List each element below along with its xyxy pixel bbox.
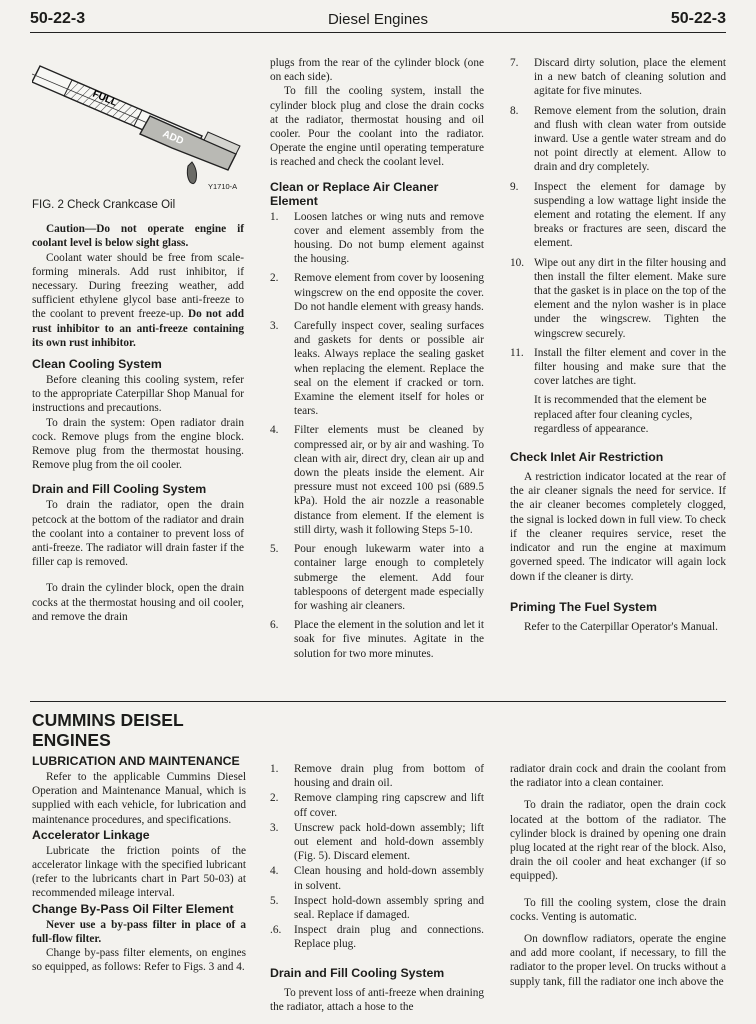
heading-lubrication: LUBRICATION AND MAINTENANCE <box>32 754 240 768</box>
list-item <box>270 923 484 951</box>
step-text: Remove element from cover by loosening wingscrew on the end opposite the cover. Do not handle element with greasy hands. <box>294 272 484 313</box>
step-text: Remove element from the solution, drain and flush with clean water from outside inward. Use a gentle water stream and do not point directly at element. Allow to drain and dry completely. <box>534 104 726 174</box>
fill-paragraph: To fill the cooling system, install the cylinder block plug and close the drain cocks at the radiator, thermostat housing and oil cooler. Pour the coolant into the radiator. Operate the engine until operating temperature is reached and check the coolant level. <box>270 85 484 169</box>
page-header <box>30 8 726 30</box>
list-item <box>270 319 484 418</box>
list-item <box>510 104 726 175</box>
step-number: 2. <box>270 792 279 805</box>
priming-paragraph: Refer to the Caterpillar Operator's Manual. <box>524 620 719 633</box>
step-number: 10. <box>510 256 525 269</box>
drain-cummins-paragraph: To prevent loss of anti-freeze when draining the radiator, attach a hose to the <box>270 986 484 1013</box>
figure-caption: FIG. 2 Check Crankcase Oil <box>32 199 176 211</box>
step-text: Loosen latches or wing nuts and remove cover and element assembly from the housing. Do not bump element against the housing. <box>294 210 484 266</box>
step-text: Inspect the element for damage by suspending a low wattage light inside the element and rotating the element. If any breaks or fractures are seen, discard the element. <box>534 180 726 250</box>
step-text: Remove drain plug from bottom of housing and drain oil. <box>294 763 484 790</box>
step-number: 1. <box>270 210 279 223</box>
step-number: 2. <box>270 272 279 285</box>
downflow-paragraph: On downflow radiators, operate the engine and add more coolant, if necessary, to fill the radiator to the proper level. On trucks without a supply tank, fill the radiator one inch above the <box>510 933 726 988</box>
step-number: 5. <box>270 543 279 556</box>
list-item <box>270 864 484 892</box>
column-2 <box>270 56 484 666</box>
step-number: 5. <box>270 894 279 907</box>
inlet-paragraph: A restriction indicator located at the rear of the air cleaner signals the need for service. If the air cleaner becomes completely clogged, the signal is locked down in full view. To check if the cleaner requires service, reset the indicator and run the engine at maximum governed speed. The indicator will again lock down if the cleaner is dirty. <box>510 471 726 583</box>
list-item <box>270 791 484 819</box>
step-text: Pour enough lukewarm water into a container large enough to completely submerge the element. Add four tablespoons of detergent made especially for washing air cleaners. <box>294 543 484 612</box>
list-item <box>510 180 726 251</box>
bypass-paragraph: Change by-pass filter elements, on engines so equipped, as follows: Refer to Figs. 3 and 4. <box>32 947 246 974</box>
step-number: 8. <box>510 104 519 117</box>
section-rule <box>30 701 726 702</box>
radiator-drain-paragraph: To drain the radiator, open the drain cock located at the bottom of the radiator. The cylinder block is drained by opening one drain plug located at the right rear of the block. Also, drain the oil cooler and heat exchanger (if so equipped). <box>510 799 726 883</box>
drain-paragraph-1: To drain the radiator, open the drain petcock at the bottom of the radiator and drain the coolant into a container to prevent loss of anti-freeze. The radiator will drain faster if the filler cap is removed. <box>32 499 244 569</box>
step-number: 6. <box>270 619 279 632</box>
clean-paragraph-1: Before cleaning this cooling system, refer to the appropriate Caterpillar Shop Manual for instructions and precautions. <box>32 374 244 415</box>
step-number: 7. <box>510 57 519 69</box>
step-text: Wipe out any dirt in the filter housing and then install the filter element. Make sure that the gasket is in place on the top of the element and the nylon washer is in place under the wingscrew. Tighten the wingscrew securely. <box>534 256 726 340</box>
air-cleaner-steps-continued <box>510 56 726 388</box>
bottom-column-2 <box>270 762 484 1014</box>
step-text: Inspect drain plug and connections. Replace plug. <box>294 924 484 951</box>
section-title: CUMMINS DEISEL ENGINES <box>32 710 184 750</box>
list-item <box>510 346 726 389</box>
step-number: 11. <box>510 346 524 359</box>
bypass-warning: Never use a by-pass filter in place of a full-flow filter. <box>32 918 246 945</box>
page-title: Diesel Engines <box>327 10 429 28</box>
replacement-note: It is recommended that the element be replaced after four cleaning cycles, regardless of appearance. <box>534 394 707 435</box>
list-item <box>510 56 726 99</box>
full-mark-label: FULL <box>90 88 119 109</box>
bypass-filter-steps <box>270 762 484 952</box>
step-number: 4. <box>270 865 279 878</box>
fill-system-paragraph: To fill the cooling system, close the drain cocks. Venting is automatic. <box>510 896 726 923</box>
heading-inlet-air: Check Inlet Air Restriction <box>510 450 664 465</box>
page-number-right: 50-22-3 <box>670 10 726 27</box>
heading-air-cleaner: Clean or Replace Air Cleaner Element <box>270 179 439 208</box>
list-item <box>270 618 484 661</box>
column-3 <box>510 56 726 634</box>
bottom-column-3 <box>510 762 726 989</box>
step-text: Unscrew pack hold-down assembly; lift out element and hold-down assembly (Fig. 5). Discard element. <box>294 821 484 863</box>
add-mark-label: ADD <box>160 128 186 148</box>
step-number: .6. <box>270 924 282 937</box>
caution-text: Caution—Do not operate engine if coolant level is below sight glass. <box>32 223 244 250</box>
heading-priming-fuel: Priming The Fuel System <box>510 599 657 614</box>
coolant-warning: Do not add rust inhibitor to an anti-freeze containing its own rust inhibitor. <box>32 308 244 349</box>
step-text: Discard dirty solution, place the element in a new batch of cleaning solution and agitate for five minutes. <box>534 57 726 98</box>
list-item <box>270 894 484 922</box>
step-text: Filter elements must be cleaned by compressed air, or by air and washing. To clean with air, direct dry, clean air up and down the pleats inside the element. Air pressure must not exceed 100 psi (689.5 kPa). Hold the air nozzle a reasonable distance from element. If the element is still dirty, wash it following Steps 5-10. <box>294 424 484 536</box>
step-text: Carefully inspect cover, sealing surfaces and gaskets for dents or possible air leaks. Always replace the sealing gasket when replacing the element. Replace the seal on the element if cracked or torn. Examine the element itself for holes or tears. <box>294 320 484 418</box>
heading-drain-fill: Drain and Fill Cooling System <box>32 482 207 497</box>
drain-continued-paragraph: radiator drain cock and drain the coolant from the radiator into a clean container. <box>510 763 726 790</box>
list-item <box>510 256 726 341</box>
accelerator-paragraph: Lubricate the friction points of the accelerator linkage with the specified lubricant (refer to the lubricants chart in Part 50-03) at recommended mileage interval. <box>32 844 246 900</box>
page-number-left: 50-22-3 <box>30 10 86 27</box>
list-item <box>270 762 484 790</box>
step-text: Inspect hold-down assembly spring and seal. Replace if damaged. <box>294 894 484 922</box>
list-item <box>270 423 484 537</box>
figure-id: Y1710-A <box>208 182 238 191</box>
step-number: 9. <box>510 180 519 193</box>
continued-paragraph: plugs from the rear of the cylinder block (one on each side). <box>270 57 484 84</box>
step-number: 3. <box>270 320 279 333</box>
heading-drain-fill-cummins: Drain and Fill Cooling System <box>270 965 445 980</box>
step-number: 1. <box>270 763 279 775</box>
clean-paragraph-2: To drain the system: Open radiator drain cock. Remove plugs from the engine block. Remove plug from the thermostat housing. Remove plug from the oil cooler. <box>32 416 244 472</box>
step-text: Place the element in the solution and let it soak for five minutes. Agitate in the solution for two more minutes. <box>294 619 484 660</box>
step-text: Install the filter element and cover in the filter housing and make sure that the cover latches are tight. <box>534 346 726 388</box>
coolant-paragraph <box>32 251 244 350</box>
heading-accelerator: Accelerator Linkage <box>32 827 150 842</box>
air-cleaner-steps <box>270 210 484 661</box>
list-item <box>270 271 484 314</box>
step-number: 3. <box>270 821 279 834</box>
drain-paragraph-2: To drain the cylinder block, open the drain cocks at the thermostat housing and oil cooler, and remove the drain <box>32 582 244 623</box>
step-text: Remove clamping ring capscrew and lift off cover. <box>294 792 484 819</box>
crankcase-dipstick-figure <box>32 44 247 194</box>
list-item <box>270 821 484 864</box>
step-text: Clean housing and hold-down assembly in solvent. <box>294 865 484 892</box>
header-rule <box>30 32 726 33</box>
list-item <box>270 542 484 613</box>
heading-clean-cooling: Clean Cooling System <box>32 357 162 372</box>
list-item <box>270 210 484 267</box>
step-number: 4. <box>270 424 279 437</box>
heading-bypass-filter: Change By-Pass Oil Filter Element <box>32 901 234 916</box>
bottom-column-1 <box>32 710 246 974</box>
dipstick-illustration <box>32 44 247 194</box>
column-1 <box>32 44 244 624</box>
coolant-text: Coolant water should be free from scale-forming minerals. Add rust inhibitor, if necessary. During freezing weather, add sufficient ethylene glycol base anti-freeze to the coolant to prevent freeze-up. <box>32 251 244 321</box>
lubrication-paragraph: Refer to the applicable Cummins Diesel Operation and Maintenance Manual, which is supplied with each vehicle, for lubrication and maintenance procedures, and specifications. <box>32 771 246 826</box>
